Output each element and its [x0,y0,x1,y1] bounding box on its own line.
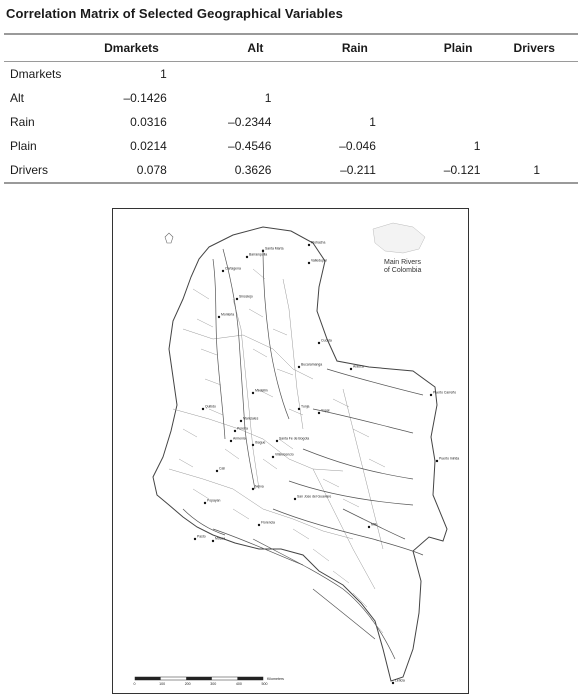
city-dot [308,244,310,246]
city-marker [240,417,259,423]
city-label: Santa Fe de Bogota [279,436,310,441]
city-marker [262,247,284,253]
city-label: Florencia [261,520,275,525]
city-marker [318,409,330,415]
city-dot [230,440,232,442]
city-label: Quibdo [205,404,216,409]
city-dot [318,342,320,344]
city-dot [246,256,248,258]
column-header: Dmarkets [104,41,159,55]
scale-tick-label: 400 [235,682,242,686]
city-marker [252,441,266,447]
table-cell: 0.3626 [234,163,272,177]
column-header: Rain [341,41,368,55]
city-label: Cali [219,466,225,471]
legend-blob [373,223,425,253]
scale-tick-label: 100 [159,682,166,686]
table-row [4,62,578,87]
table-cell: –0.4546 [228,139,272,153]
city-dot [430,394,432,396]
city-dot [252,488,254,490]
city-marker [368,523,378,529]
city-label: Arauca [353,364,364,369]
department-boundaries [169,279,383,589]
city-label: Cartagena [225,266,241,271]
table-cell [177,62,282,87]
city-marker [350,365,364,371]
city-dot [202,408,204,410]
city-marker [276,437,309,443]
city-label: Cucuta [321,338,332,343]
city-marker [258,521,275,527]
city-dot [218,316,220,318]
city-marker [230,437,246,443]
city-dot [216,470,218,472]
city-label: Manizales [243,416,259,421]
city-marker [222,267,241,273]
city-marker [436,457,459,463]
colombia-rivers-map [112,208,469,694]
table-cell: –0.046 [339,139,376,153]
table-cell [281,86,385,110]
table-cell [386,86,491,110]
map-title-line-2: of Colombia [384,267,422,274]
city-marker [212,537,225,543]
city-label: Popayan [207,498,221,503]
scale-bar [134,677,285,686]
city-marker [318,339,332,345]
city-label: Pasto [197,534,206,539]
city-marker [252,485,264,491]
city-label: Puerto Carreño [433,390,457,395]
city-dot [298,408,300,410]
table-row [4,110,578,134]
table-cell: 1 [533,163,540,177]
city-dot [212,540,214,542]
city-marker [202,405,216,411]
city-label: Santa Marta [265,246,284,251]
city-label: Tunja [301,404,310,409]
table-cell: –0.2344 [228,115,272,129]
scale-tick-label: 0 [133,682,136,686]
city-label: Bucaramanga [301,362,323,367]
country-border [153,227,447,681]
city-label: Armenia [233,436,246,441]
city-dot [392,682,394,684]
table-cell [281,62,385,87]
city-label: Valledupar [311,258,327,263]
city-marker [218,313,235,319]
city-marker [194,535,206,541]
correlation-matrix-table [4,33,578,184]
column-header: Alt [247,41,264,55]
city-dot [240,420,242,422]
city-dot [252,392,254,394]
table-header-row [4,34,578,62]
table-cell [490,110,578,134]
row-label: Plain [10,139,37,153]
cities-layer [194,241,459,685]
city-label: Yopal [321,408,330,413]
table-cell: 1 [160,67,167,81]
table-cell: –0.211 [340,163,376,177]
table-row [4,158,578,183]
city-dot [272,456,274,458]
table-cell [386,110,491,134]
table-cell: –0.1426 [123,91,167,105]
city-label: Medellin [255,388,268,393]
table-cell: 1 [264,91,272,105]
document-title: Correlation Matrix of Selected Geographical Variables [6,6,343,21]
city-label: Puerto Inirida [439,456,460,461]
city-dot [318,412,320,414]
city-marker [392,679,405,685]
table-cell: 1 [473,139,481,153]
city-dot [194,538,196,540]
city-marker [246,253,267,259]
scale-tick-label: 500 [261,682,268,686]
scale-unit-label: Kilometers [267,677,284,681]
map-title-line-1: Main Rivers [384,259,421,266]
city-marker [294,495,332,501]
city-label: Neiva [255,484,264,489]
table-cell [490,134,578,158]
city-dot [298,366,300,368]
map-canvas [113,209,467,692]
city-label: Mitu [371,522,378,527]
table-cell: 0.0214 [130,139,167,153]
city-marker [298,363,322,369]
city-marker [216,467,225,473]
table-cell [386,62,491,87]
scale-tick-label: 300 [210,682,217,686]
scale-tick-label: 200 [184,682,191,686]
table-cell [490,62,578,87]
city-dot [368,526,370,528]
city-marker [430,391,456,397]
column-header: Plain [443,41,473,55]
city-marker [236,295,253,301]
table-row [4,134,578,158]
city-label: San Jose del Guaviare [297,494,332,499]
table-cell: 0.0316 [130,115,167,129]
city-label: Monteria [221,312,235,317]
row-label: Alt [10,91,25,105]
city-marker [204,499,221,505]
table-cell: 0.078 [136,163,167,177]
row-label: Drivers [10,163,48,177]
city-dot [234,430,236,432]
city-label: Ibague [255,440,266,445]
column-header: Drivers [513,41,555,55]
city-label: Pereira [237,426,248,431]
table-cell: 1 [369,115,376,129]
island-outline [165,233,173,243]
table-cell: –0.121 [443,163,481,177]
city-label: Barranquilla [249,252,268,257]
city-dot [204,502,206,504]
table-cell [490,86,578,110]
city-dot [258,524,260,526]
city-label: Sincelejo [239,294,253,299]
city-dot [294,498,296,500]
city-dot [350,368,352,370]
city-marker [272,453,294,459]
city-dot [236,298,238,300]
corner-cell [4,34,61,62]
city-dot [222,270,224,272]
city-dot [308,262,310,264]
city-label: Leticia [395,678,405,683]
city-label: Mocoa [215,536,226,541]
city-label: Riohacha [311,240,326,245]
city-dot [252,444,254,446]
city-dot [276,440,278,442]
city-label: Villavicencio [275,452,294,457]
row-label: Dmarkets [10,67,62,81]
city-dot [436,460,438,462]
table-row [4,86,578,110]
city-marker [308,241,326,247]
row-label: Rain [10,115,35,129]
city-marker [234,427,248,433]
